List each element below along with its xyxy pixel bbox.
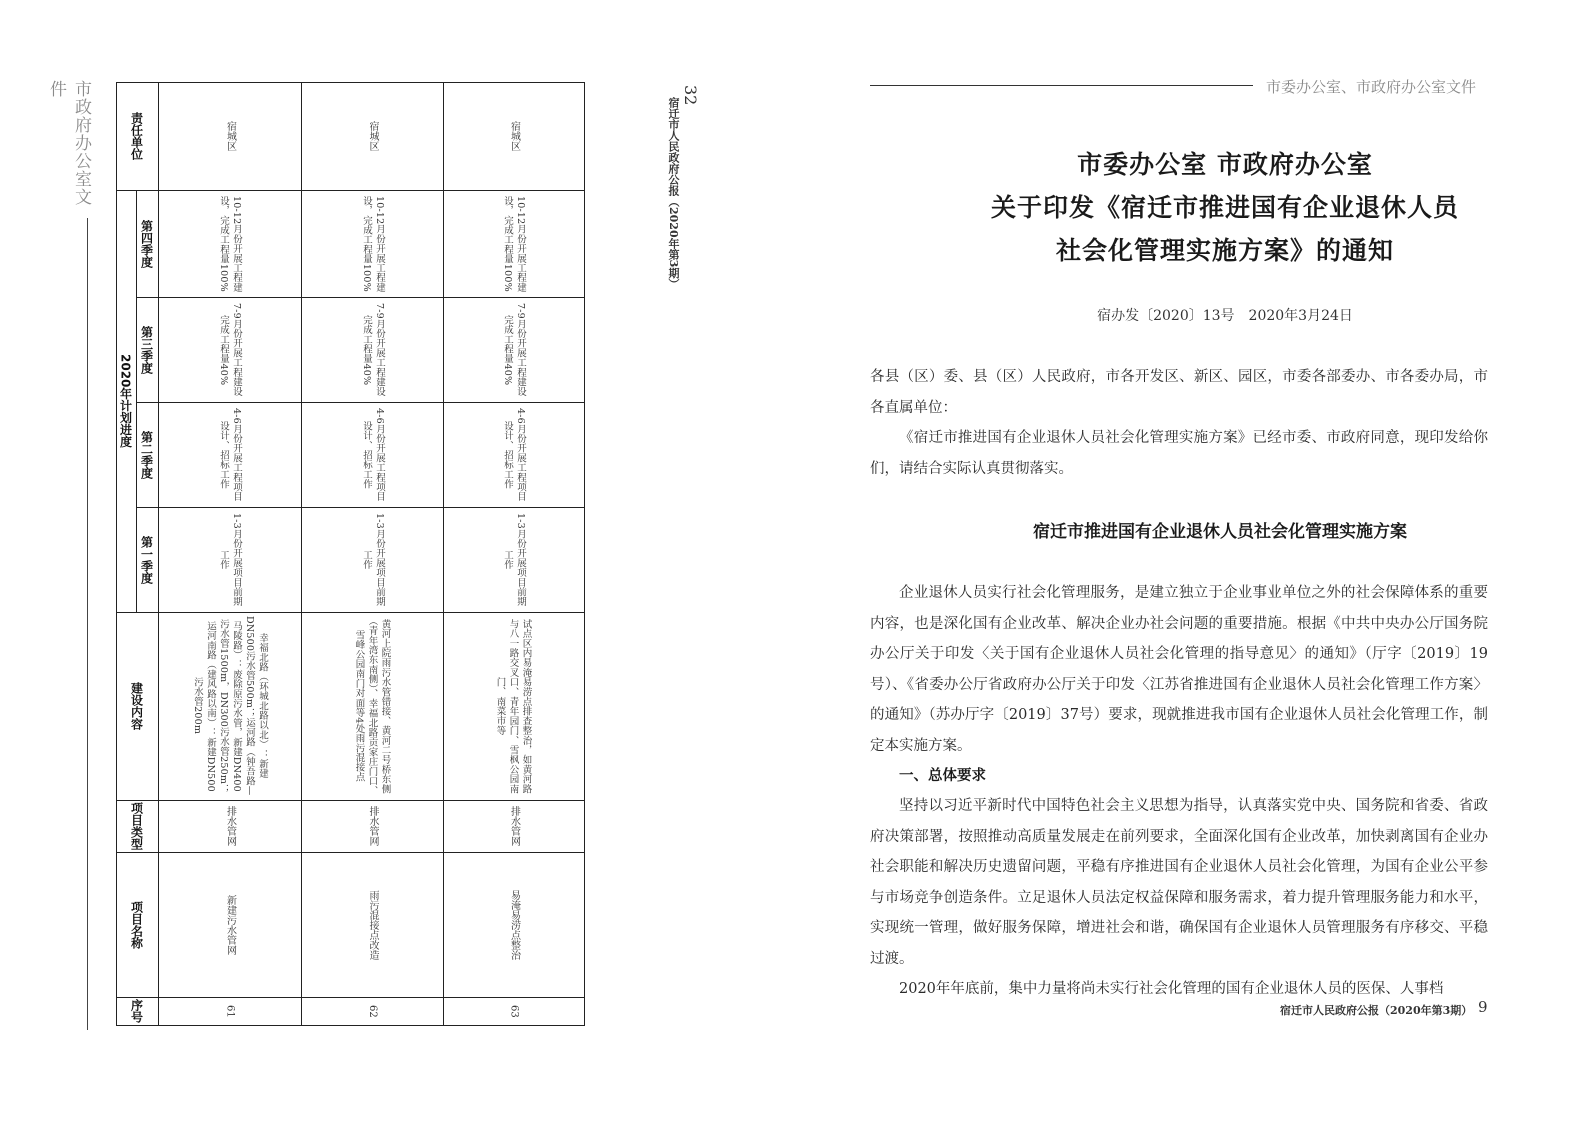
notice-paragraph: 《宿迁市推进国有企业退休人员社会化管理实施方案》已经市委、市政府同意，现印发给你们，请结合实际认真贯彻落实。 — [870, 430, 1488, 477]
header-type: 项目类型 — [129, 802, 144, 850]
header-rule — [870, 85, 1253, 86]
page-number: 32 — [681, 85, 700, 106]
doc-title-line-2: 关于印发《宿迁市推进国有企业退休人员 — [990, 193, 1459, 222]
header-q3: 第三季度 — [139, 325, 154, 374]
row63-q1: 1-3月份开展项目前期工作 — [502, 513, 526, 607]
header-q2: 第二季度 — [139, 430, 154, 479]
row61-seq: 61 — [224, 1004, 236, 1018]
requirements-paragraph: 坚持以习近平新时代中国特色社会主义思想为指导，认真落实党中央、国务院和省委、省政府决策部署，按照推动高质量发展走在前列要求，全面深化国有企业改革，加快剥离国有企业办社会职能和解决历史遗留问题，平稳有序推进国有企业退休人员社会化管理，为国有企业公平参与市场竞争创造条件。立足退休人员法定权益保障和服务需求，着力提升管理服务能力和水平，实现统一管理，做好服务保障，增进社会和谐，确保国有企业退休人员管理服务有序移交、平稳过渡。 — [870, 798, 1488, 967]
running-header: 市委办公室、市政府办公室文件 — [1266, 78, 1477, 96]
header-unit: 责任单位 — [129, 112, 144, 160]
header-content: 建设内容 — [129, 682, 144, 730]
row62-q1: 1-3月份开展项目前期工作 — [361, 513, 385, 607]
doc-title-line-3: 社会化管理实施方案》的通知 — [1055, 236, 1394, 265]
deadline-paragraph: 2020年年底前，集中力量将尚未实行社会化管理的国有企业退休人员的医保、人事档 — [899, 981, 1444, 997]
row61-type: 排水管网 — [224, 806, 236, 846]
intro-paragraph: 企业退休人员实行社会化管理服务，是建立独立于企业事业单位之外的社会保障体系的重要内容，也是深化国有企业改革、解决企业办社会问题的重要措施。根据《中共中央办公厅国务院办公厅关于印发〈关于国有企业退休人员社会化管理的指导意见〉的通知》（厅字〔2019〕19号）、《省委办公厅省政府办公厅关于印发〈江苏省推进国有企业退休人员社会化管理工作方案〉的通知》（苏办厅字〔2019〕37号）要求，现就推进我市国有企业退休人员社会化管理工作，制定本实施方案。 — [870, 585, 1488, 754]
row61-q4: 10-12月份开展工程建设，完成工程量100% — [218, 195, 242, 293]
header-name: 项目名称 — [129, 900, 144, 949]
header-q4: 第四季度 — [139, 219, 154, 268]
right-page — [800, 0, 1587, 1122]
row62-unit: 宿城区 — [367, 121, 378, 151]
row61-name: 新建污水管网 — [224, 894, 236, 955]
footer-journal: 宿迁市人民政府公报（2020年第3期） — [1280, 1004, 1473, 1017]
section-heading-1: 一、总体要求 — [899, 767, 986, 784]
row62-name: 雨污混接点改造 — [367, 889, 378, 960]
row63-seq: 63 — [508, 1004, 520, 1018]
side-rule — [87, 218, 88, 1030]
row62-q4: 10-12月份开展工程建设，完成工程量100% — [361, 195, 385, 293]
left-page — [0, 0, 740, 1122]
row63-q3: 7-9月份开展工程建设完成工程量40% — [502, 303, 526, 397]
side-running-header: 市政府办公室文件 — [46, 80, 91, 206]
doc-title-line-1: 市委办公室 市政府办公室 — [1077, 150, 1373, 179]
row61-content: 幸福北路（环城北路以北）：新建DN500污水管500m；运河路（钟吾路—马陵路）：废除原污水管，新建DN400污水管1500m，DN300污水管250m；运河南路（建风路以南）：新建DN500污水管200m — [192, 616, 268, 796]
row63-type: 排水管网 — [508, 806, 520, 846]
project-table — [116, 82, 585, 1026]
row62-type: 排水管网 — [367, 806, 378, 846]
row61-q2: 4-6月份开展工程项目设计、招标工作 — [218, 408, 242, 502]
doc-number-date: 宿办发〔2020〕13号 2020年3月24日 — [1097, 308, 1353, 324]
row62-content: 黄河上院雨污水管错接、黄河二号桥东侧（青年湾东南侧）、幸福北路贡家庄门口、雪峰公园南门对面等4处雨污混接点 — [353, 616, 391, 796]
row61-q1: 1-3月份开展项目前期工作 — [218, 513, 242, 607]
plan-title: 宿迁市推进国有企业退休人员社会化管理实施方案 — [1033, 522, 1407, 542]
header-plan: 2020年计划进度 — [118, 354, 133, 448]
row63-content: 试点区内易淹易涝点排查整治，如黄河路与八一路交叉口、青年园门、雪枫公园南门、南菜市等 — [494, 618, 532, 794]
row63-q4: 10-12月份开展工程建设，完成工程量100% — [502, 195, 526, 293]
journal-name: 宿迁市人民政府公报（2020年第3期） — [667, 97, 680, 290]
header-seq: 序号 — [129, 999, 144, 1023]
row62-q3: 7-9月份开展工程建设完成工程量40% — [361, 303, 385, 397]
row62-q2: 4-6月份开展工程项目设计、招标工作 — [361, 408, 385, 502]
row61-unit: 宿城区 — [224, 121, 236, 151]
row63-q2: 4-6月份开展工程项目设计、招标工作 — [502, 408, 526, 502]
row61-q3: 7-9月份开展工程建设完成工程量40% — [218, 303, 242, 397]
row63-name: 易淹易涝点整治 — [508, 889, 520, 960]
row63-unit: 宿城区 — [508, 121, 520, 151]
rotated-page-info — [660, 85, 700, 385]
row62-seq: 62 — [367, 1004, 378, 1018]
header-q1: 第一季度 — [139, 535, 154, 584]
footer-page-number: 9 — [1478, 998, 1488, 1016]
salutation: 各县（区）委、县（区）人民政府，市各开发区、新区、园区，市委各部委办、市各委办局，市各直属单位： — [870, 369, 1488, 416]
